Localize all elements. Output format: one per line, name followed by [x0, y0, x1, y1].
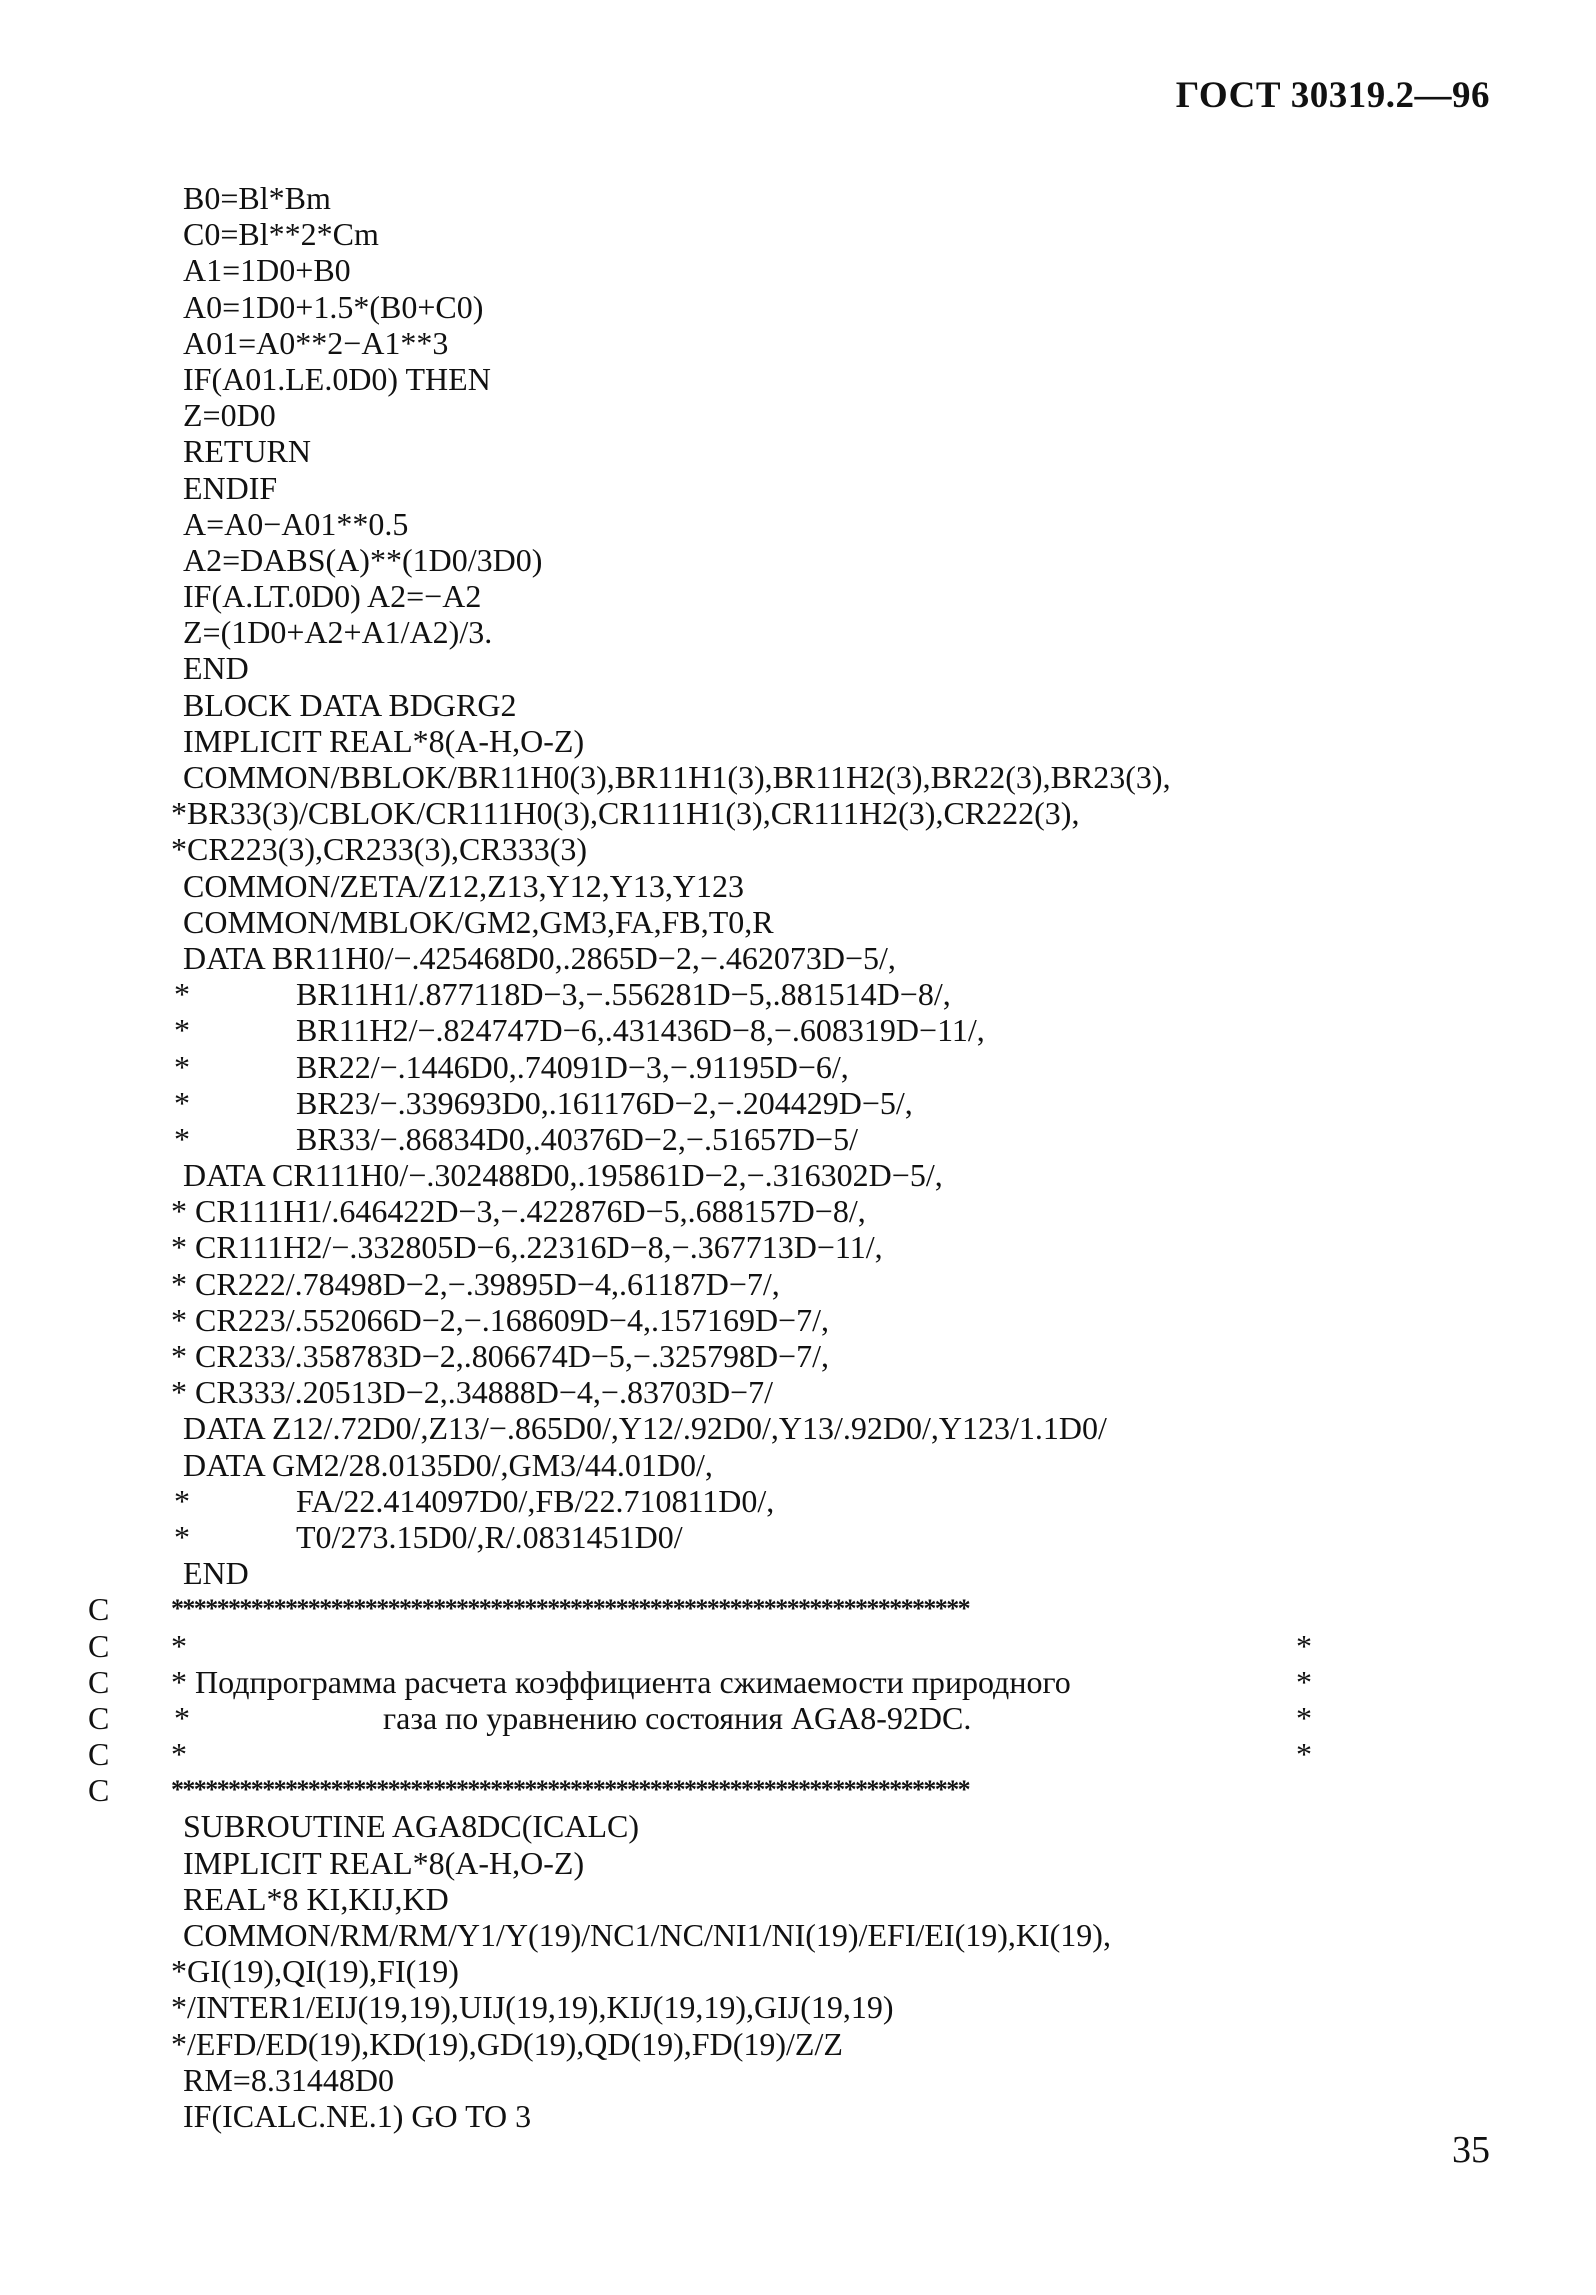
continuation-marker: *: [174, 1012, 190, 1049]
code-text: */EFD/ED(19),KD(19),GD(19),QD(19),FD(19)/Z/Z: [171, 2025, 843, 2062]
continuation-marker: *: [174, 976, 190, 1013]
code-line: [0, 1049, 1596, 1085]
code-line: [0, 1881, 1596, 1917]
code-text: BR23/−.339693D0,.161176D−2,−.204429D−5/,: [296, 1084, 913, 1121]
code-text: COMMON/ZETA/Z12,Z13,Y12,Y13,Y123: [183, 867, 744, 904]
comment-border-right: *: [1296, 1699, 1312, 1736]
code-text: * CR223/.552066D−2,−.168609D−4,.157169D−7/,: [171, 1301, 829, 1338]
code-line: [0, 1555, 1596, 1591]
continuation-marker: *: [174, 1482, 190, 1519]
code-line: [0, 1338, 1596, 1374]
code-text: * CR111H2/−.332805D−6,.22316D−8,−.367713D−11/,: [171, 1229, 883, 1266]
code-text: *: [171, 1627, 187, 1664]
code-line: [0, 614, 1596, 650]
code-text: BR11H2/−.824747D−6,.431436D−8,−.608319D−11/,: [296, 1012, 985, 1049]
comment-border-right: *: [1296, 1736, 1312, 1773]
code-text: IMPLICIT REAL*8(A-H,O-Z): [183, 1844, 585, 1881]
comment-marker: C: [88, 1627, 110, 1664]
continuation-marker: *: [174, 1120, 190, 1157]
code-line: [0, 1591, 1596, 1627]
code-line: [0, 1664, 1596, 1700]
code-text: * CR222/.78498D−2,−.39895D−4,.61187D−7/,: [171, 1265, 780, 1302]
code-line: [0, 1410, 1596, 1446]
code-text: END: [183, 650, 249, 687]
code-line: [0, 1012, 1596, 1048]
code-line: [0, 2026, 1596, 2062]
code-text: SUBROUTINE AGA8DC(ICALC): [183, 1808, 639, 1845]
code-text: */INTER1/EIJ(19,19),UIJ(19,19),KIJ(19,19),GIJ(19,19): [171, 1989, 894, 2026]
code-line: [0, 1736, 1596, 1772]
code-text: A=A0−A01**0.5: [183, 505, 409, 542]
code-line: [0, 1628, 1596, 1664]
continuation-marker: *: [174, 1518, 190, 1555]
code-text: ENDIF: [183, 469, 278, 506]
comment-border-right: *: [1296, 1627, 1312, 1664]
code-line: [0, 252, 1596, 288]
code-text: RM=8.31448D0: [183, 2061, 394, 2098]
continuation-marker: *: [174, 1084, 190, 1121]
code-line: [0, 433, 1596, 469]
code-text: B0=Bl*Bm: [183, 180, 331, 216]
code-line: [0, 397, 1596, 433]
document-header: ГОСТ 30319.2—96: [1175, 75, 1490, 116]
code-text: DATA CR111H0/−.302488D0,.195861D−2,−.316302D−5/,: [183, 1157, 943, 1194]
code-text: *CR223(3),CR233(3),CR333(3): [171, 831, 587, 868]
code-text: END: [183, 1555, 249, 1592]
code-line: [0, 650, 1596, 686]
code-text: C0=Bl**2*Cm: [183, 216, 379, 253]
code-text: COMMON/BBLOK/BR11H0(3),BR11H1(3),BR11H2(3),BR22(3),BR23(3),: [183, 759, 1171, 795]
code-text: *GI(19),QI(19),FI(19): [171, 1953, 459, 1990]
continuation-marker: *: [174, 1048, 190, 1085]
code-text: COMMON/RM/RM/Y1/Y(19)/NC1/NC/NI1/NI(19)/EFI/EI(19),KI(19),: [183, 1917, 1111, 1953]
code-line: [0, 1483, 1596, 1519]
code-line: [0, 1845, 1596, 1881]
code-line: [0, 1157, 1596, 1193]
code-line: [0, 216, 1596, 252]
comment-marker: C: [88, 1772, 110, 1809]
fortran-code-listing: [0, 180, 1596, 2134]
comment-marker: C: [88, 1663, 110, 1700]
code-line: [0, 1085, 1596, 1121]
code-line: [0, 759, 1596, 795]
code-text: COMMON/MBLOK/GM2,GM3,FA,FB,T0,R: [183, 903, 774, 940]
code-text: * CR111H1/.646422D−3,−.422876D−5,.688157D−8/,: [171, 1193, 866, 1230]
code-text: * Подпрограмма расчета коэффициента сжимаемости природного: [171, 1663, 1071, 1700]
code-text: A01=A0**2−A1**3: [183, 324, 449, 361]
continuation-marker: *: [174, 1699, 190, 1736]
code-line: [0, 180, 1596, 216]
code-line: [0, 831, 1596, 867]
code-line: [0, 1302, 1596, 1338]
comment-border: **********************************************************************: [171, 1775, 970, 1805]
code-text: DATA BR11H0/−.425468D0,.2865D−2,−.462073D−5/,: [183, 939, 896, 976]
code-line: [0, 2062, 1596, 2098]
code-line: [0, 1700, 1596, 1736]
code-line: [0, 723, 1596, 759]
code-line: [0, 1772, 1596, 1808]
comment-marker: C: [88, 1736, 110, 1773]
comment-border: **********************************************************************: [171, 1594, 970, 1624]
code-line: [0, 1808, 1596, 1844]
code-line: [0, 687, 1596, 723]
code-text: FA/22.414097D0/,FB/22.710811D0/,: [296, 1482, 775, 1519]
code-line: [0, 1229, 1596, 1265]
code-text: A2=DABS(A)**(1D0/3D0): [183, 541, 543, 578]
code-text: Z=(1D0+A2+A1/A2)/3.: [183, 614, 493, 651]
code-line: [0, 795, 1596, 831]
code-text: газа по уравнению состояния AGA8-92DC.: [383, 1699, 972, 1736]
code-text: *BR33(3)/CBLOK/CR111H0(3),CR111H1(3),CR111H2(3),CR222(3),: [171, 795, 1080, 832]
code-line: [0, 976, 1596, 1012]
comment-border-right: *: [1296, 1663, 1312, 1700]
code-line: [0, 868, 1596, 904]
code-line: [0, 1519, 1596, 1555]
code-text: *: [171, 1736, 187, 1773]
code-line: [0, 1917, 1596, 1953]
code-line: [0, 1374, 1596, 1410]
code-text: BR22/−.1446D0,.74091D−3,−.91195D−6/,: [296, 1048, 849, 1085]
page-number: 35: [1452, 2129, 1490, 2171]
code-line: [0, 470, 1596, 506]
code-text: * CR333/.20513D−2,.34888D−4,−.83703D−7/: [171, 1374, 773, 1411]
code-text: IF(ICALC.NE.1) GO TO 3: [183, 2097, 532, 2134]
code-text: T0/273.15D0/,R/.0831451D0/: [296, 1518, 683, 1555]
code-line: [0, 2098, 1596, 2134]
code-line: [0, 1266, 1596, 1302]
code-line: [0, 1953, 1596, 1989]
code-text: IF(A01.LE.0D0) THEN: [183, 360, 491, 397]
comment-marker: C: [88, 1699, 110, 1736]
code-line: [0, 1447, 1596, 1483]
code-text: DATA Z12/.72D0/,Z13/−.865D0/,Y12/.92D0/,Y13/.92D0/,Y123/1.1D0/: [183, 1410, 1107, 1447]
code-line: [0, 361, 1596, 397]
code-text: Z=0D0: [183, 397, 276, 434]
code-line: [0, 940, 1596, 976]
code-line: [0, 578, 1596, 614]
code-text: BLOCK DATA BDGRG2: [183, 686, 517, 723]
code-text: IMPLICIT REAL*8(A-H,O-Z): [183, 722, 585, 759]
code-line: [0, 1121, 1596, 1157]
code-text: A0=1D0+1.5*(B0+C0): [183, 288, 484, 325]
code-text: IF(A.LT.0D0) A2=−A2: [183, 578, 482, 615]
code-text: * CR233/.358783D−2,.806674D−5,−.325798D−7/,: [171, 1338, 829, 1374]
code-text: BR33/−.86834D0,.40376D−2,−.51657D−5/: [296, 1120, 858, 1157]
code-line: [0, 506, 1596, 542]
code-text: RETURN: [183, 433, 311, 470]
code-text: DATA GM2/28.0135D0/,GM3/44.01D0/,: [183, 1446, 713, 1483]
code-text: BR11H1/.877118D−3,−.556281D−5,.881514D−8/,: [296, 976, 951, 1013]
code-text: REAL*8 KI,KIJ,KD: [183, 1880, 449, 1917]
code-line: [0, 1193, 1596, 1229]
code-line: [0, 1989, 1596, 2025]
code-text: A1=1D0+B0: [183, 252, 351, 289]
code-line: [0, 289, 1596, 325]
comment-marker: C: [88, 1591, 110, 1628]
code-line: [0, 904, 1596, 940]
code-line: [0, 542, 1596, 578]
code-line: [0, 325, 1596, 361]
